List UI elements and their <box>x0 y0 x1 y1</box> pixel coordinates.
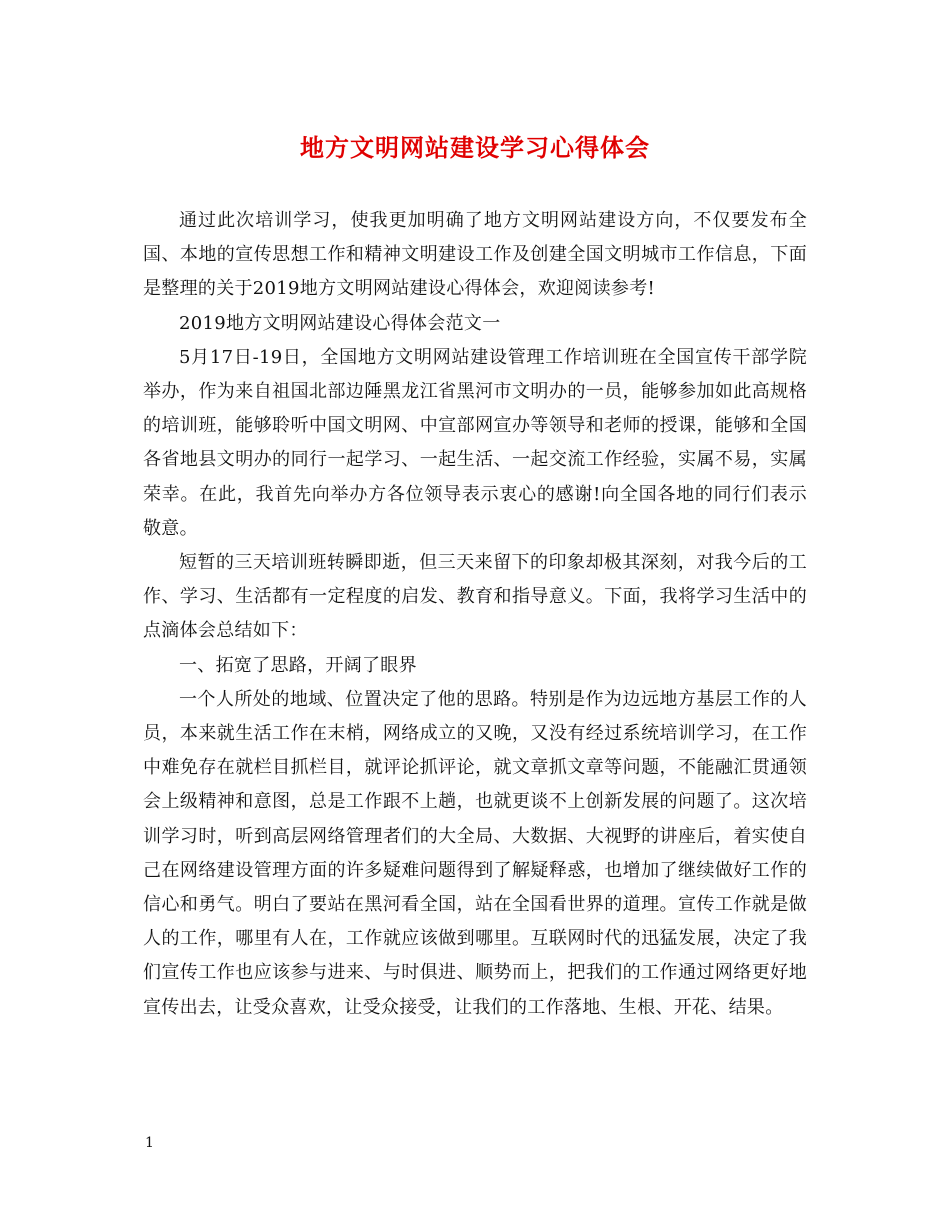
page-number: 1 <box>145 1135 154 1151</box>
paragraph-section-heading: 一、拓宽了思路，开阔了眼界 <box>179 654 417 676</box>
document-body <box>143 204 807 1025</box>
paragraph-intro: 通过此次培训学习，使我更加明确了地方文明网站建设方向，不仅要发布全国、本地的宣传思想工作和精神文明建设工作及创建全国文明城市工作信息，下面是整理的关于2019地方文明网站建设心得体会，欢迎阅读参考! <box>143 210 807 300</box>
paragraph-impression: 短暂的三天培训班转瞬即逝，但三天来留下的印象却极其深刻，对我今后的工作、学习、生活都有一定程度的启发、教育和指导意义。下面，我将学习生活中的点滴体会总结如下： <box>143 552 807 642</box>
paragraph-sample-heading: 2019地方文明网站建设心得体会范文一 <box>179 312 501 334</box>
paragraph-thinking: 一个人所处的地域、位置决定了他的思路。特别是作为边远地方基层工作的人员，本来就生活工作在末梢，网络成立的又晚，又没有经过系统培训学习，在工作中难免存在就栏目抓栏目，就评论抓评论，就文章抓文章等问题，不能融汇贯通领会上级精神和意图，总是工作跟不上趟，也就更谈不上创新发展的问题了。这次培训学习时，听到高层网络管理者们的大全局、大数据、大视野的讲座后，着实使自己在网络建设管理方面的许多疑难问题得到了解疑释惑，也增加了继续做好工作的信心和勇气。明白了要站在黑河看全国，站在全国看世界的道理。宣传工作就是做人的工作，哪里有人在，工作就应该做到哪里。互联网时代的迅猛发展，决定了我们宣传工作也应该参与进来、与时俱进、顺势而上，把我们的工作通过网络更好地宣传出去，让受众喜欢，让受众接受，让我们的工作落地、生根、开花、结果。 <box>143 688 807 1018</box>
document-title: 地方文明网站建设学习心得体会 <box>300 133 650 162</box>
paragraph-training-event: 5月17日-19日，全国地方文明网站建设管理工作培训班在全国宣传干部学院举办，作为来自祖国北部边陲黑龙江省黑河市文明办的一员，能够参加如此高规格的培训班，能够聆听中国文明网、中宣部网宣办等领导和老师的授课，能够和全国各省地县文明办的同行一起学习、一起生活、一起交流工作经验，实属不易，实属荣幸。在此，我首先向举办方各位领导表示衷心的感谢!向全国各地的同行们表示敬意。 <box>143 346 807 539</box>
